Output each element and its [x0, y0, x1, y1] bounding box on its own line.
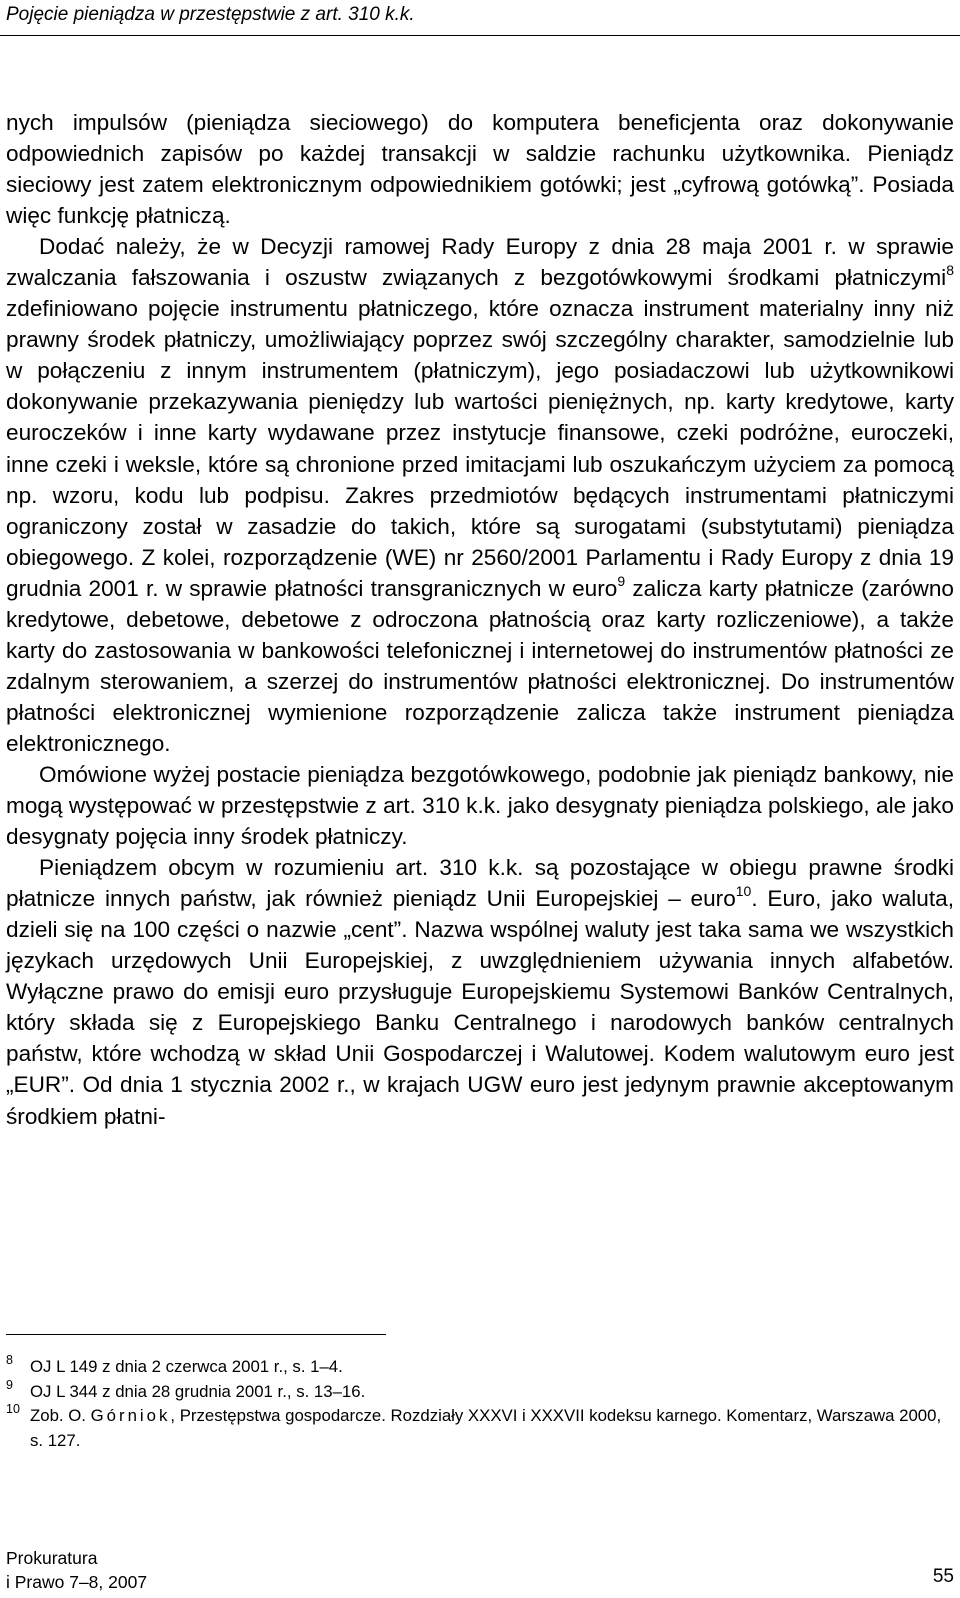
footnote-number: 9 [6, 1377, 13, 1392]
paragraph-3-part-a: Pieniądzem obcym w rozumieniu art. 310 k.k. są pozostające w obiegu prawne środki płatnicze innych państw, jak również pieniądz Unii Europejskiej – euro [6, 855, 954, 912]
paragraph-1-part-b-text: Dodać należy, że w Decyzji ramowej Rady Europy z dnia 28 maja 2001 r. w sprawie zwalczania fałszowania i oszustw związanych z bezgotówkowymi środkami płatniczymi [6, 234, 954, 291]
footnote-ref-9[interactable]: 9 [617, 572, 626, 589]
footnotes [6, 1355, 956, 1453]
paragraph-1-part-d: zalicza karty płatnicze (zarówno kredytowe, debetowe, debetowe z odroczona płatnością oraz karty rozliczeniowe), a także karty do zastosowania w bankowości telefonicznej i internetowej do instrumentów płatności ze zdalnym sterowaniem, a szerzej do instrumentów płatności elektronicznej. Do instrumentów płatności elektronicznej wymienione rozporządzenie zalicza także instrument pieniądza elektronicznego. [6, 575, 954, 756]
paragraph-2: Omówione wyżej postacie pieniądza bezgotówkowego, podobnie jak pieniądz bankowy, nie mogą występować w przestępstwie z art. 310 k.k. jako desygnaty pieniądza polskiego, ale jako desygnaty pojęcia inny środek płatniczy. [6, 761, 954, 850]
paragraph-1-part-b [6, 234, 954, 290]
footnote-number: 8 [6, 1353, 13, 1367]
running-header: Pojęcie pieniądza w przestępstwie z art. 310 k.k. [6, 4, 415, 25]
journal-name: Prokuratura [6, 1548, 98, 1568]
footnote-text: OJ L 344 z dnia 28 grudnia 2001 r., s. 13–16. [30, 1381, 366, 1401]
paragraph-3 [6, 852, 954, 1131]
footnote-divider [6, 1334, 386, 1335]
footnote-author: Górniok [90, 1406, 171, 1425]
footnote-text-pre: Zob. O. [30, 1406, 91, 1425]
footnote-ref-10[interactable]: 10 [735, 883, 752, 900]
footnote-10 [6, 1404, 956, 1453]
paragraph-1-part-c: zdefiniowano pojęcie instrumentu płatniczego, które oznacza instrument materialny inny niż prawny środek płatniczy, umożliwiający poprzez swój szczególny charakter, samodzielnie lub w połączeniu z innym instrumentem (płatniczym), jego posiadaczowi lub użytkownikowi dokonywanie przekazywania pieniędzy lub wartości pieniężnych, np. karty kredytowe, karty euroczeków i inne karty wydawane przez instytucje finansowe, czeki podróżne, euroczeki, inne czeki i weksle, które są chronione przed imitacjami lub oszukańczym użyciem za pomocą np. wzoru, kodu lub podpisu. Zakres przedmiotów będących instrumentami płatniczymi ograniczony został w zasadzie do takich, które są surogatami (substytutami) pieniądza obiegowego. Z kolei, rozporządzenie (WE) nr 2560/2001 Parlamentu i Rady Europy z dnia 19 grudnia 2001 r. w sprawie płatności transgranicznych w euro [6, 296, 954, 601]
paragraph-1-part-a: nych impulsów (pieniądza sieciowego) do komputera beneficjenta oraz dokonywanie odpowiednich zapisów po każdej transakcji w saldzie rachunku użytkownika. Pieniądz sieciowy jest zatem elektronicznym odpowiednikiem gotówki; jest „cyfrową gotówką”. Posiada więc funkcję płatniczą. [6, 110, 954, 229]
paragraph-3-part-b: . Euro, jako waluta, dzieli się na 100 części o nazwie „cent”. Nazwa wspólnej waluty jest taka sama we wszystkich językach urzędowych Unii Europejskiej, z uwzględnieniem używania innych alfabetów. Wyłączne prawo do emisji euro przysługuje Europejskiemu Systemowi Banków Centralnych, który składa się z Europejskiego Banku Centralnego i narodowych banków centralnych państw, które wchodzą w skład Unii Gospodarczej i Walutowej. Kodem walutowym euro jest „EUR”. Od dnia 1 stycznia 2002 r., w krajach UGW euro jest jedynym prawnie akceptowanym środkiem płatni- [6, 886, 954, 1129]
footnote-text-post: , Przestępstwa gospodarcze. Rozdziały XXXVI i XXXVII kodeksu karnego. Komentarz, Warszawa 2000, s. 127. [30, 1406, 942, 1450]
footnote-ref-8[interactable]: 8 [946, 262, 954, 279]
paragraph-1 [6, 107, 954, 759]
body-text [6, 107, 954, 1132]
page-number: 55 [932, 1566, 954, 1587]
footnote-8 [6, 1355, 956, 1380]
footnote-number: 10 [6, 1402, 20, 1416]
journal-issue: i Prawo 7–8, 2007 [6, 1572, 148, 1592]
journal-info [6, 1546, 147, 1594]
header-divider [0, 35, 960, 36]
footnote-text: OJ L 149 z dnia 2 czerwca 2001 r., s. 1–4. [30, 1357, 343, 1376]
footnote-9 [6, 1377, 956, 1405]
